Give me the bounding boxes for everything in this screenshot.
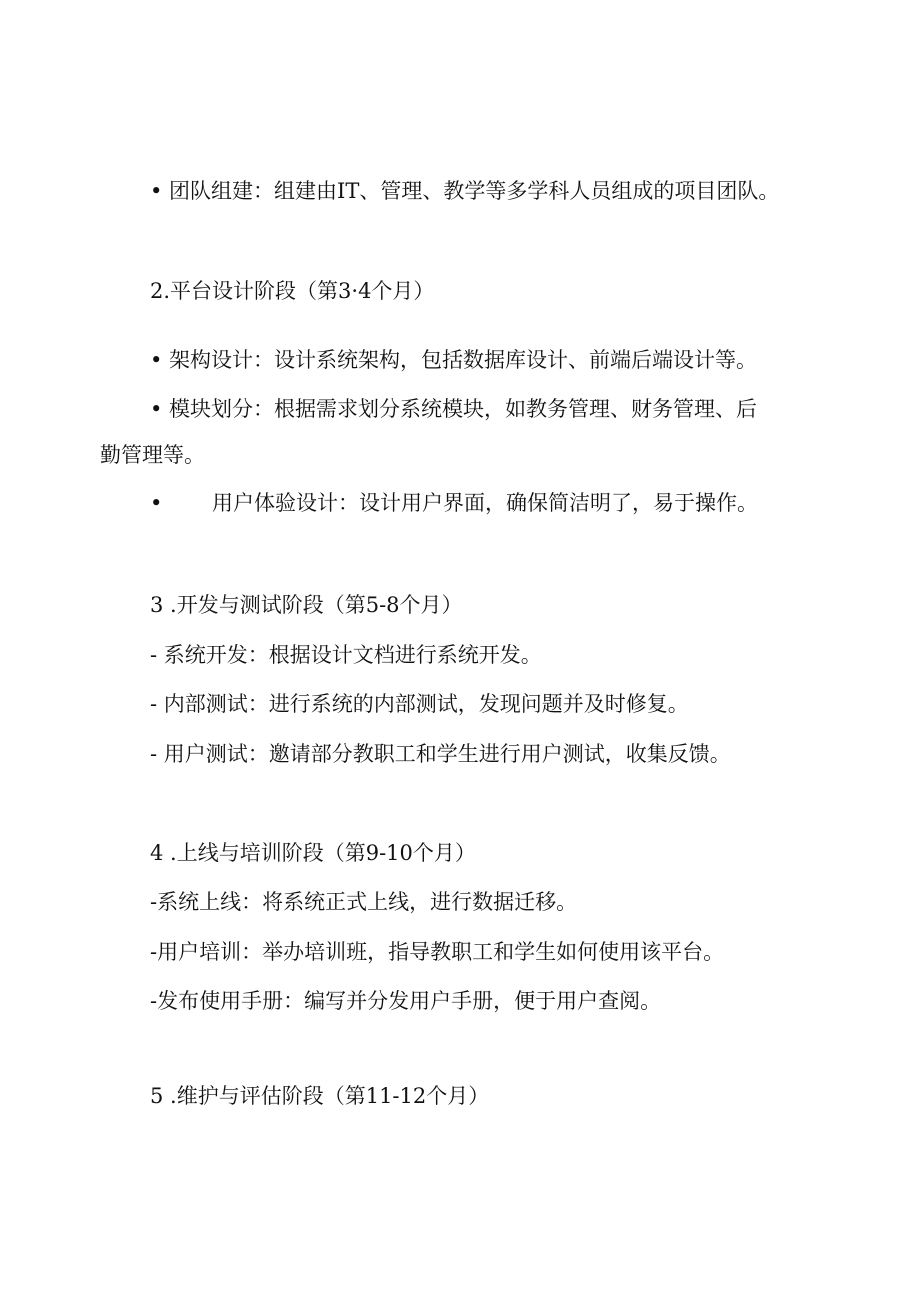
bullet-ux-design: 用户体验设计：设计用户界面，确保简洁明了，易于操作。 bbox=[212, 491, 758, 515]
bullet-ux-design-mark: • bbox=[150, 491, 163, 515]
bullet-module-division: • 模块划分：根据需求划分系统模块，如教务管理、财务管理、后 bbox=[150, 397, 758, 421]
section-heading-2: 2.平台设计阶段（第3·4个月） bbox=[150, 279, 435, 303]
bullet-architecture-design: • 架构设计：设计系统架构，包括数据库设计、前端后端设计等。 bbox=[150, 348, 758, 372]
section-heading-3: 3 .开发与测试阶段（第5-8个月） bbox=[150, 593, 463, 617]
item-system-launch: -系统上线：将系统正式上线，进行数据迁移。 bbox=[150, 890, 578, 914]
item-user-manual: -发布使用手册：编写并分发用户手册，便于用户查阅。 bbox=[150, 989, 662, 1013]
bullet-team-building: • 团队组建：组建由IT、管理、教学等多学科人员组成的项目团队。 bbox=[150, 179, 780, 203]
section-heading-4: 4 .上线与培训阶段（第9-10个月） bbox=[150, 841, 476, 865]
section-heading-5: 5 .维护与评估阶段（第11-12个月） bbox=[150, 1084, 490, 1108]
item-user-testing: - 用户测试：邀请部分教职工和学生进行用户测试，收集反馈。 bbox=[150, 742, 731, 766]
item-user-training: -用户培训：举办培训班，指导教职工和学生如何使用该平台。 bbox=[150, 940, 725, 964]
bullet-module-division-continued: 勤管理等。 bbox=[100, 443, 205, 467]
item-system-development: - 系统开发：根据设计文档进行系统开发。 bbox=[150, 643, 542, 667]
item-internal-testing: - 内部测试：进行系统的内部测试，发现问题并及时修复。 bbox=[150, 692, 689, 716]
